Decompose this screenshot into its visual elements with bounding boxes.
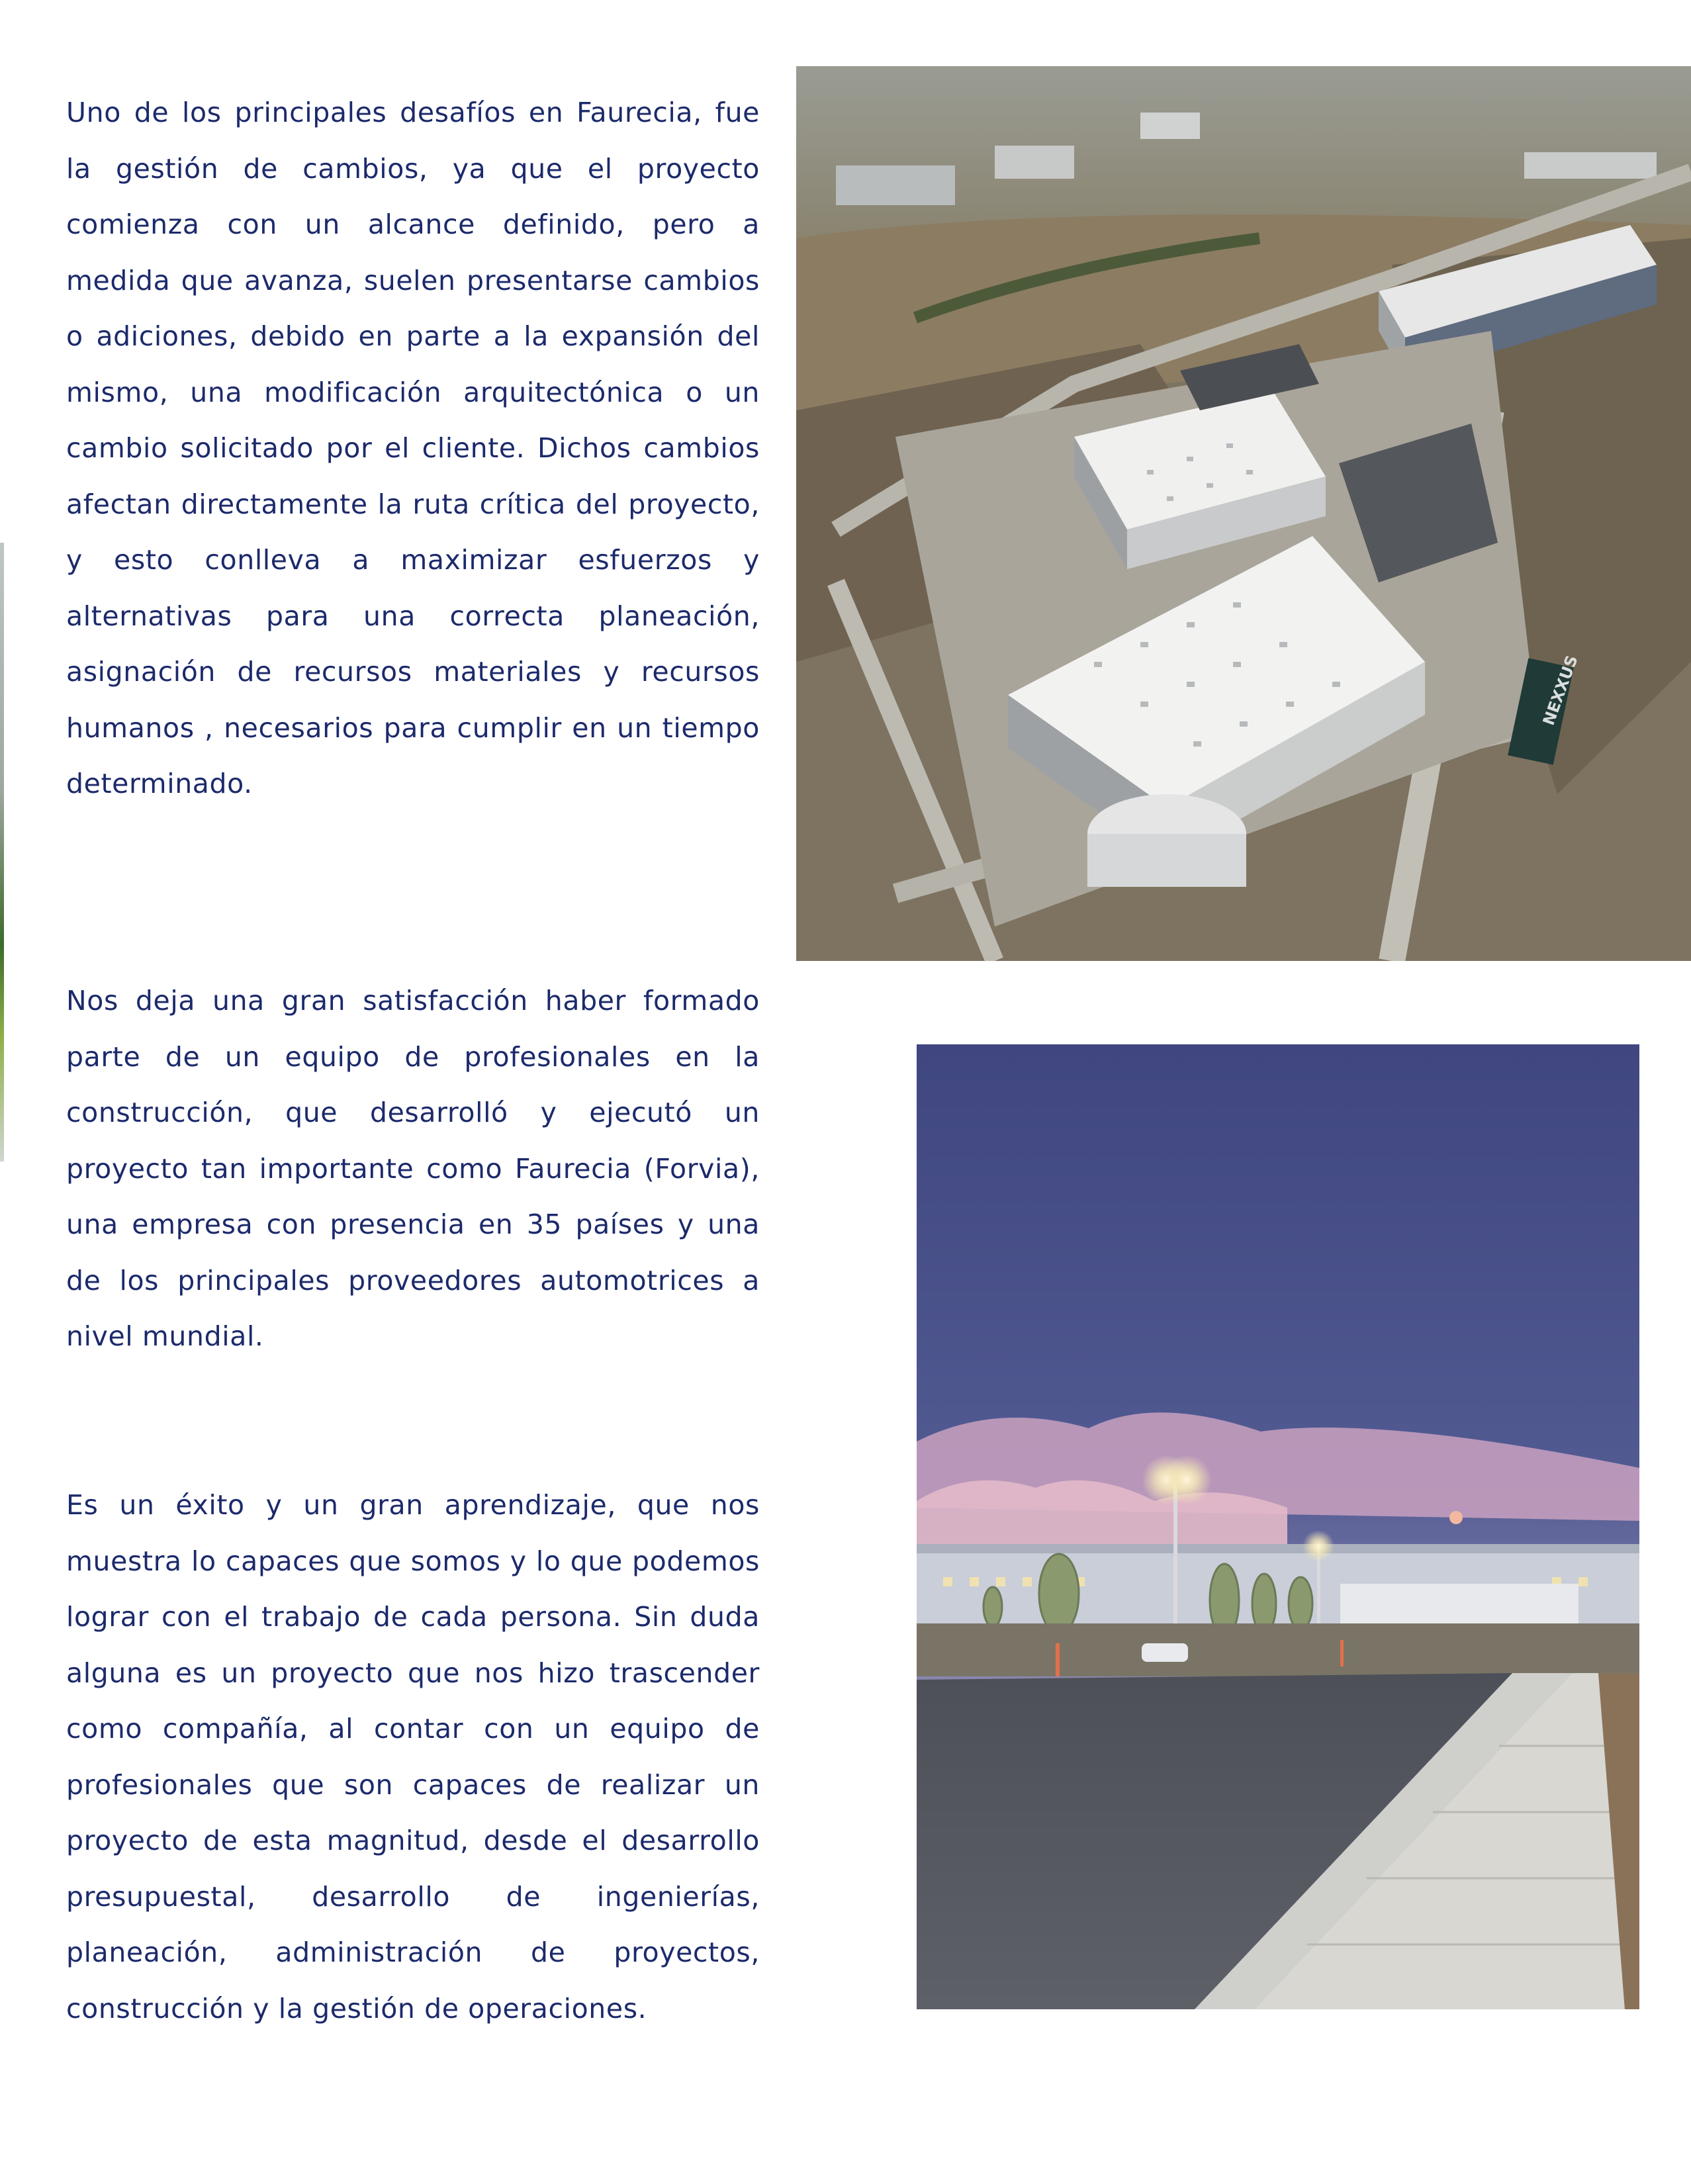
nexxus-sign-text: NEXXUS — [1539, 653, 1582, 728]
aerial-plant-photo — [796, 66, 1691, 961]
paragraph-3: Es un éxito y un gran aprendizaje, que nos muestra lo capaces que somos y lo que podemos lograr con el trabajo de cada persona. Sin duda alguna es un proyecto que nos hizo trascender como compañía, al contar con un equipo de profesionales que son capaces de realizar un proyecto de esta magnitud, desde el desarrollo presupuestal, desarrollo de ingenierías, planeación, administración de proyectos, construcción y la gestión de operaciones. — [66, 1489, 760, 2025]
left-edge-image-strip — [0, 543, 4, 1161]
dusk-street-photo — [917, 1044, 1639, 2009]
paragraph-2: Nos deja una gran satisfacción haber formado parte de un equipo de profesionales en la construcción, que desarrolló y ejecutó un proyecto tan importante como Faurecia (Forvia), una empresa con presencia en 35 países y una de los principales proveedores automotrices a nivel mundial. — [66, 985, 760, 1352]
paragraph-1: Uno de los principales desafíos en Faurecia, fue la gestión de cambios, ya que el proyecto comienza con un alcance definido, pero a medida que avanza, suelen presentarse cambios o adiciones, debido en parte a la expansión del mismo, una modificación arquitectónica o un cambio solicitado por el cliente. Dichos cambios afectan directamente la ruta crítica del proyecto, y esto conlleva a maximizar esfuerzos y alternativas para una correcta planeación, asignación de recursos materiales y recursos humanos , necesarios para cumplir en un tiempo determinado. — [66, 97, 760, 799]
